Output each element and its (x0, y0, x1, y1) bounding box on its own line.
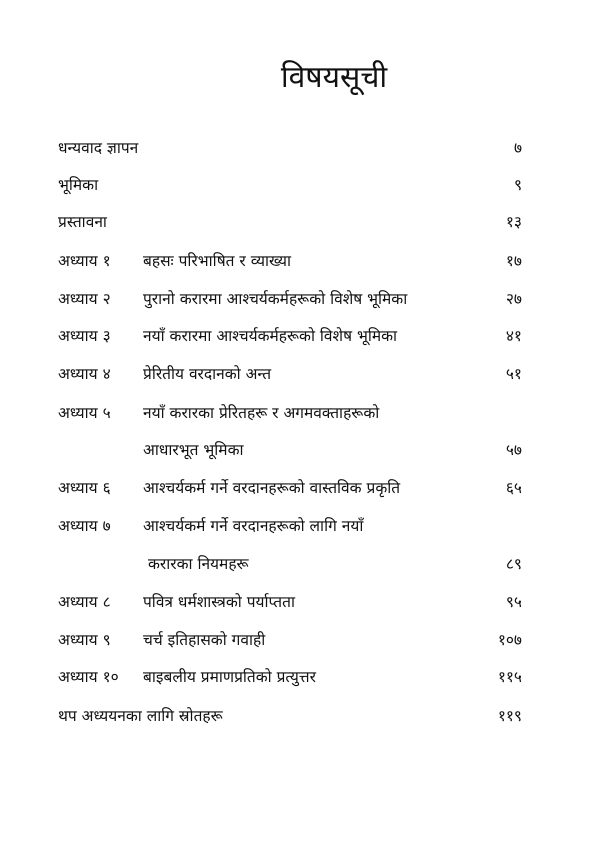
entry-title: धन्यवाद ज्ञापन (58, 139, 139, 157)
chapter-label: अध्याय २ (58, 290, 111, 308)
chapter-label: अध्याय ४ (58, 365, 111, 383)
entry-page-number: १३ (505, 213, 522, 231)
entry-title: प्रस्तावना (58, 213, 107, 231)
toc-entry-chapter-7 (0, 513, 600, 539)
toc-entry-chapter-8 (0, 589, 600, 615)
toc-entry-further-reading (0, 703, 600, 729)
chapter-label: अध्याय ६ (58, 479, 111, 497)
entry-page-number: १०७ (497, 631, 522, 649)
toc-entry-chapter-5-continued (0, 437, 600, 463)
chapter-label: अध्याय ८ (58, 593, 111, 611)
toc-entry-chapter-2 (0, 286, 600, 312)
entry-page-number: ११५ (497, 668, 522, 686)
entry-title: भूमिका (58, 176, 99, 194)
entry-page-number: ५१ (505, 365, 522, 383)
toc-entry-chapter-10 (0, 664, 600, 690)
entry-page-number: ४१ (505, 327, 522, 345)
entry-title: चर्च इतिहासको गवाही (143, 631, 266, 649)
entry-title: नयाँ करारमा आश्चर्यकर्महरूको विशेष भूमिका (143, 327, 398, 345)
entry-page-number: ७ (513, 139, 522, 157)
entry-page-number: ६५ (505, 479, 522, 497)
entry-title: थप अध्ययनका लागि स्रोतहरू (58, 707, 223, 725)
toc-entry-chapter-3 (0, 323, 600, 349)
entry-title: आश्चर्यकर्म गर्ने वरदानहरूको वास्तविक प्रकृति (143, 479, 401, 497)
entry-title: आधारभूत भूमिका (143, 441, 244, 459)
entry-page-number: ८९ (505, 555, 522, 573)
entry-page-number: ९५ (505, 593, 522, 611)
chapter-label: अध्याय ५ (58, 404, 111, 422)
chapter-label: अध्याय ७ (58, 517, 111, 535)
toc-entry-chapter-1 (0, 248, 600, 274)
entry-title: नयाँ करारका प्रेरितहरू र अगमवक्ताहरूको (143, 404, 380, 422)
chapter-label: अध्याय १० (58, 668, 119, 686)
chapter-label: अध्याय ३ (58, 327, 111, 345)
toc-entry-chapter-6 (0, 475, 600, 501)
toc-entry-chapter-9 (0, 627, 600, 653)
entry-title: करारका नियमहरू (148, 555, 249, 573)
entry-page-number: १७ (505, 252, 522, 270)
entry-title: प्रेरितीय वरदानको अन्त (143, 365, 272, 383)
entry-page-number: ५७ (505, 441, 522, 459)
toc-entry-chapter-4 (0, 361, 600, 387)
entry-page-number: ११९ (497, 707, 522, 725)
toc-entry-introduction (0, 209, 600, 235)
entry-title: बहसः परिभाषित र व्याख्या (143, 252, 292, 270)
toc-entry-chapter-7-continued (0, 551, 600, 577)
entry-title: आश्चर्यकर्म गर्ने वरदानहरूको लागि नयाँ (143, 517, 364, 535)
toc-entry-preface (0, 172, 600, 198)
toc-entry-chapter-5 (0, 400, 600, 426)
entry-page-number: २७ (505, 290, 522, 308)
entry-title: पुरानो करारमा आश्चर्यकर्महरूको विशेष भूमिका (143, 290, 408, 308)
chapter-label: अध्याय ९ (58, 631, 111, 649)
toc-entry-acknowledgements (0, 135, 600, 161)
chapter-label: अध्याय १ (58, 252, 111, 270)
entry-title: पवित्र धर्मशास्त्रको पर्याप्तता (143, 593, 295, 611)
entry-page-number: ९ (513, 176, 522, 194)
page-title: विषयसूची (280, 60, 388, 95)
entry-title: बाइबलीय प्रमाणप्रतिको प्रत्युत्तर (143, 668, 316, 686)
